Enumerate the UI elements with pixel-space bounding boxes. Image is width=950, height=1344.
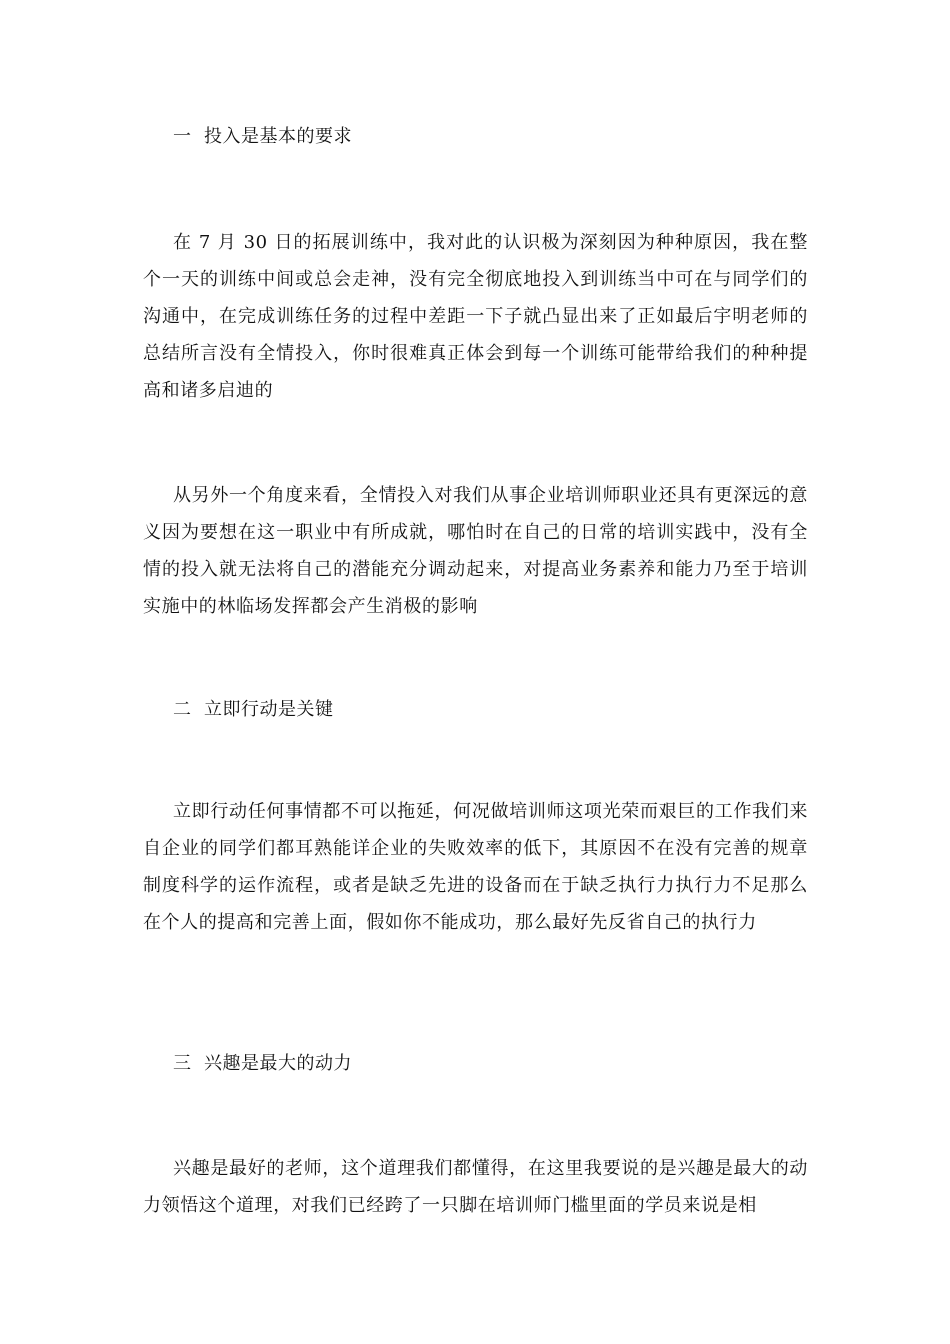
section-2-paragraph-1: 立即行动任何事情都不可以拖延，何况做培训师这项光荣而艰巨的工作我们来自企业的同学们都耳熟能详企业的失败效率的低下，其原因不在没有完善的规章制度科学的运作流程，或者是缺乏先进的设备而在于缺乏执行力执行力不足那么在个人的提高和完善上面，假如你不能成功，那么最好先反省自己的执行力 [143, 801, 808, 933]
section-2-heading: 二 立即行动是关键 [173, 699, 334, 720]
section-3-paragraph-1: 兴趣是最好的老师，这个道理我们都懂得，在这里我要说的是兴趣是最大的动力领悟这个道理，对我们已经跨了一只脚在培训师门槛里面的学员来说是相 [143, 1158, 808, 1216]
section-3-heading: 三 兴趣是最大的动力 [173, 1053, 352, 1074]
section-1-paragraph-2: 从另外一个角度来看，全情投入对我们从事企业培训师职业还具有更深远的意义因为要想在这一职业中有所成就，哪怕时在自己的日常的培训实践中，没有全情的投入就无法将自己的潜能充分调动起来，对提高业务素养和能力乃至于培训实施中的林临场发挥都会产生消极的影响 [143, 485, 808, 617]
section-1-paragraph-1: 在 7 月 30 日的拓展训练中，我对此的认识极为深刻因为种种原因，我在整个一天的训练中间或总会走神，没有完全彻底地投入到训练当中可在与同学们的沟通中，在完成训练任务的过程中差距一下子就凸显出来了正如最后宇明老师的总结所言没有全情投入，你时很难真正体会到每一个训练可能带给我们的种种提高和诸多启迪的 [143, 232, 808, 401]
section-1-heading: 一 投入是基本的要求 [173, 126, 352, 147]
